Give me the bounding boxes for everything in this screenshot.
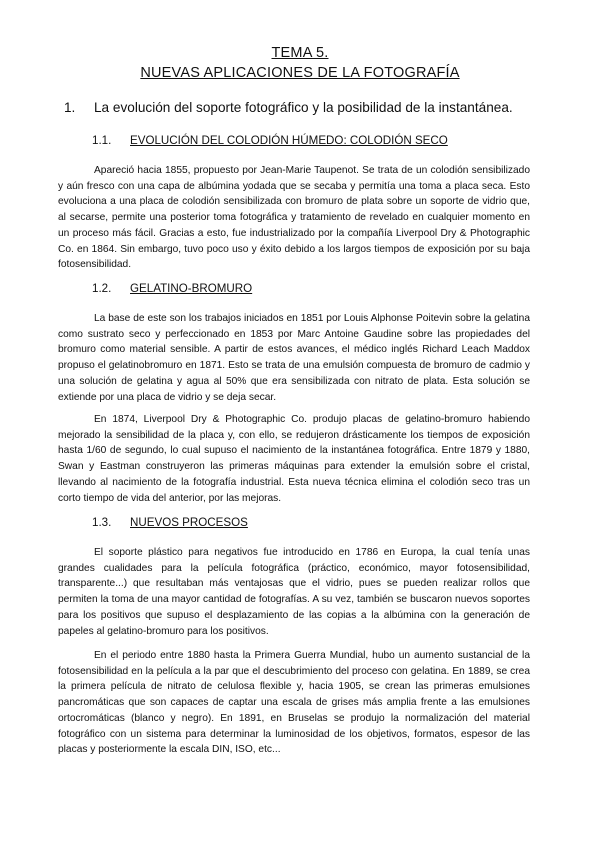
document-title-line2: NUEVAS APLICACIONES DE LA FOTOGRAFÍA — [140, 65, 460, 81]
section-heading-1 — [64, 100, 513, 115]
paragraph: En el periodo entre 1880 hasta la Primera Guerra Mundial, hubo un aumento sustancial de la fotosensibilidad en la película a la par que el descubrimiento del proceso con gelatina. En 1889, se crea la primera película de nitrato de celulosa flexible y, hacia 1905, se crean las primeras emulsiones pancromáticas que son capaces de captar una escala de grises más amplia frente a las emulsiones ortocromáticas (blanco y negro). En 1891, en Bruselas se produjo la normalización del material fotográfico con un sistema para determinar la luminosidad de los objetivos, formatos, espesor de las placas y posteriormente la escala DIN, ISO, etc... — [58, 650, 530, 756]
subsection-heading-1-1 — [92, 134, 448, 147]
subsection-title: NUEVOS PROCESOS — [130, 516, 248, 529]
paragraph: Apareció hacia 1855, propuesto por Jean-Marie Taupenot. Se trata de un colodión sensibilizado y aún fresco con una capa de albúmina yodada que se secaba y permitía una toma a placa seca. Esto evoluciona a una placa de colodión sensibilizada con bromuro de plata sobre un soporte de vidrio que, al secarse, permite una posterior toma fotográfica y tratamiento de revelado en cualquier momento en un proceso más fácil. Gracias a esto, fue industrializado por la compañía Liverpool Dry & Photographic Co. en 1864. Sin embargo, tuvo poco uso y éxito debido a los largos tiempos de exposición por su baja fotosensibilidad. — [58, 165, 530, 271]
paragraph: En 1874, Liverpool Dry & Photographic Co. produjo placas de gelatino-bromuro habiendo mejorado la sensibilidad de la placa y, con ello, se redujeron drásticamente los tiempos de exposición hasta 1/60 de segundo, lo cual supuso el nacimiento de la instantánea fotográfica. Entre 1879 y 1880, Swan y Eastman construyeron las primeras máquinas para extender la emulsión sobre el cristal, llevando al nacimiento de la fotografía industrial. Esta nueva técnica elimina el colodión seco tras un corto tiempo de vida del anterior, por las mejoras. — [58, 414, 530, 504]
subsection-heading-1-2 — [92, 282, 252, 295]
subsection-title: EVOLUCIÓN DEL COLODIÓN HÚMEDO: COLODIÓN SECO — [130, 134, 448, 147]
subsection-heading-1-3 — [92, 516, 248, 529]
paragraph: La base de este son los trabajos iniciados en 1851 por Louis Alphonse Poitevin sobre la gelatina como sustrato seco y perfeccionado en 1853 por Marc Antoine Gaudine sobre las propiedades del bromuro como material sensible. A partir de estos avances, el médico inglés Richard Leach Maddox propuso el gelatinobromuro en 1871. Esto se trata de una emulsión compuesta de bromuro de cadmio y una solución de gelatina y agua al 50% que era sensibilizada con nitrato de plata. Esta solución se extiende por una placa de vidrio y se deja secar. — [58, 313, 530, 403]
subsection-number: 1.2. — [92, 282, 112, 295]
subsection-title: GELATINO-BROMURO — [130, 282, 253, 295]
subsection-number: 1.1. — [92, 134, 112, 147]
section-title: La evolución del soporte fotográfico y la posibilidad de la instantánea. — [94, 100, 513, 115]
subsection-number: 1.3. — [92, 516, 112, 529]
document-title-line1: TEMA 5. — [271, 45, 329, 61]
paragraph: El soporte plástico para negativos fue introducido en 1786 en Europa, la cual tenía unas grandes cualidades para la película fotográfica (práctico, económico, mayor fotosensibilidad, transparente...) que resultaban más ventajosas que el vidrio, pues se pueden realizar rollos que permiten la toma de una mayor cantidad de fotografías. A su vez, también se buscaron nuevos soportes para los positivos que supuso el desplazamiento de las copias a la albúmina con la generación de papeles al gelatino-bromuro para los positivos. — [58, 547, 530, 637]
section-number: 1. — [64, 100, 76, 115]
